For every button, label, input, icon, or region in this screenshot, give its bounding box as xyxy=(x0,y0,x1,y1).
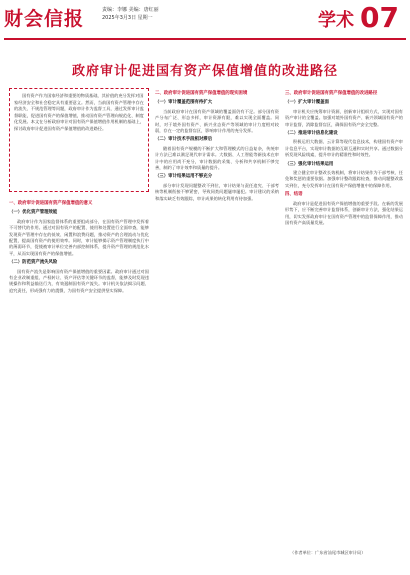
column-1 xyxy=(9,198,149,558)
subsection-heading: （二）审计技术手段相对滞后 xyxy=(155,137,213,143)
paragraph: 建立健全审计整改长效机制，将审计结果作为干部考核、任免和奖惩的重要依据。加强审计整改跟踪检查，推动问题整改落实到位，充分发挥审计在国有资产保值增值中的保障作用。 xyxy=(285,170,403,188)
author-affiliation: （作者单位：广东省汕尾市城区审计局） xyxy=(290,550,366,555)
paragraph: 政府审计是促进国有资产保值增值的重要手段。在新的发展形势下，应不断完善审计监督体系，创新审计方法，强化结果运用，切实发挥政府审计在国有资产管理中的监督保障作用，推动国有资产高质量发展。 xyxy=(285,200,403,225)
section-heading: 二、政府审计促进国有资产保值增值的现实困境 xyxy=(155,91,248,96)
column-3 xyxy=(285,88,403,543)
paragraph: 随着国有资产规模的不断扩大和管理模式的日益复杂，传统审计方法已难以满足现代审计需求。大数据、人工智能等新技术在审计中的应用尚不充分，审计数据的采集、分析和共享机制不够完善，制约了审计效率和质量的提升。 xyxy=(155,145,279,171)
header-meta xyxy=(102,6,159,22)
header-divider xyxy=(4,38,406,40)
subsection-heading: （三）强化审计结果运用 xyxy=(285,161,334,167)
section-name: 学术 xyxy=(318,10,354,31)
newspaper-header xyxy=(0,0,410,40)
subsection-heading: （三）审计结果运用不够充分 xyxy=(155,174,213,180)
section-heading: 一、政府审计促进国有资产保值增值的意义 xyxy=(9,201,93,206)
subsection-heading: （二）防范资产流失风险 xyxy=(9,260,58,266)
editor-line: 责编：李娜 美编：唐红丽 xyxy=(102,7,159,13)
paragraph: 审计机关应统筹审计资源，创新审计组织方式，实现对国有资产审计的全覆盖。加强对境外国有资产、新兴领域国有资产的审计监督，消除监督盲区，确保国有资产安全完整。 xyxy=(285,108,403,127)
page-number: 07 xyxy=(360,1,399,34)
paragraph: 积极运用大数据、云计算等现代信息技术，构建国有资产审计信息平台，实现审计数据的互联互通和实时共享。通过数据分析发现风险线索，提升审计的精准性和时效性。 xyxy=(285,139,403,158)
article-abstract: 国有资产作为国家经济和重要的物质基础，其价值的充分发挥对国家经济安全和社会稳定具有重要意义。然而，当前国有资产管理中存在的流失、不规范管理等问题，政府审计作为监督工具，通过发挥审计监督职能，促进国有资产的保值增值，推动国有资产管理向规范化、制度化发展。本文在分析政府审计对国有资产保值增值作用机制的基础上，探讨政府审计促进国有资产保值增值的改进路径。 xyxy=(9,88,149,192)
subsection-heading: （一）审计覆盖范围有待扩大 xyxy=(155,100,213,106)
date-line: 2025年3月3日 星期一 xyxy=(102,15,153,21)
article-title: 政府审计促进国有资产保值增值的改进路径 xyxy=(71,64,338,79)
paragraph: 国有资产流失是影响国有资产保值增值的重要因素。政府审计通过对国有企业改制重组、产权转让、资产评估等关键环节的监督，能够及时发现违规操作和利益输送行为，有效遏制国有资产流失。审计机关依法揭示问题、追究责任，形成强有力的震慑，为国有资产安全提供坚实保障。 xyxy=(9,268,149,293)
subsection-heading: （二）推进审计信息化建设 xyxy=(285,131,338,137)
subsection-heading: （一）扩大审计覆盖面 xyxy=(285,100,329,106)
column-2 xyxy=(155,88,279,558)
subsection-heading: （一）优化资产管理效能 xyxy=(9,210,58,216)
paragraph: 当前政府审计在国有资产领域的覆盖面仍有不足。部分国有资产分布广泛、形态多样，审计资源有限，难以实现全面覆盖。同时，对于境外国有资产、新兴业态资产等领域的审计力度相对较弱，存在一定的监督盲区，影响审计作用的充分发挥。 xyxy=(155,108,279,134)
section-heading: 四、结语 xyxy=(285,192,303,198)
paragraph: 政府审计作为国家监督体系的重要组成部分，在国有资产管理中发挥着不可替代的作用。通过对国有资产的配置、使用和处置进行全面审查，能够发现资产管理中存在的低效、闲置和浪费问题，推动资产的合理流动与优化配置，提高国有资产的使用效率。同时，审计能够揭示资产管理制度执行中的薄弱环节，促使被审计单位完善内部控制体系，提升资产管理的规范化水平，从而实现国有资产的保值增值。 xyxy=(9,218,149,256)
section-heading: 三、政府审计促进国有资产保值增值的改进路径 xyxy=(285,91,378,96)
newspaper-logo: 财会信报 xyxy=(4,8,85,30)
paragraph: 部分审计发现问题整改不到位，审计结果与责任追究、干部考核等机制衔接不够紧密，导致同类问题屡审屡犯。审计建议的采纳和落实缺乏有效跟踪，审计成果的转化利用有待加强。 xyxy=(155,182,279,201)
